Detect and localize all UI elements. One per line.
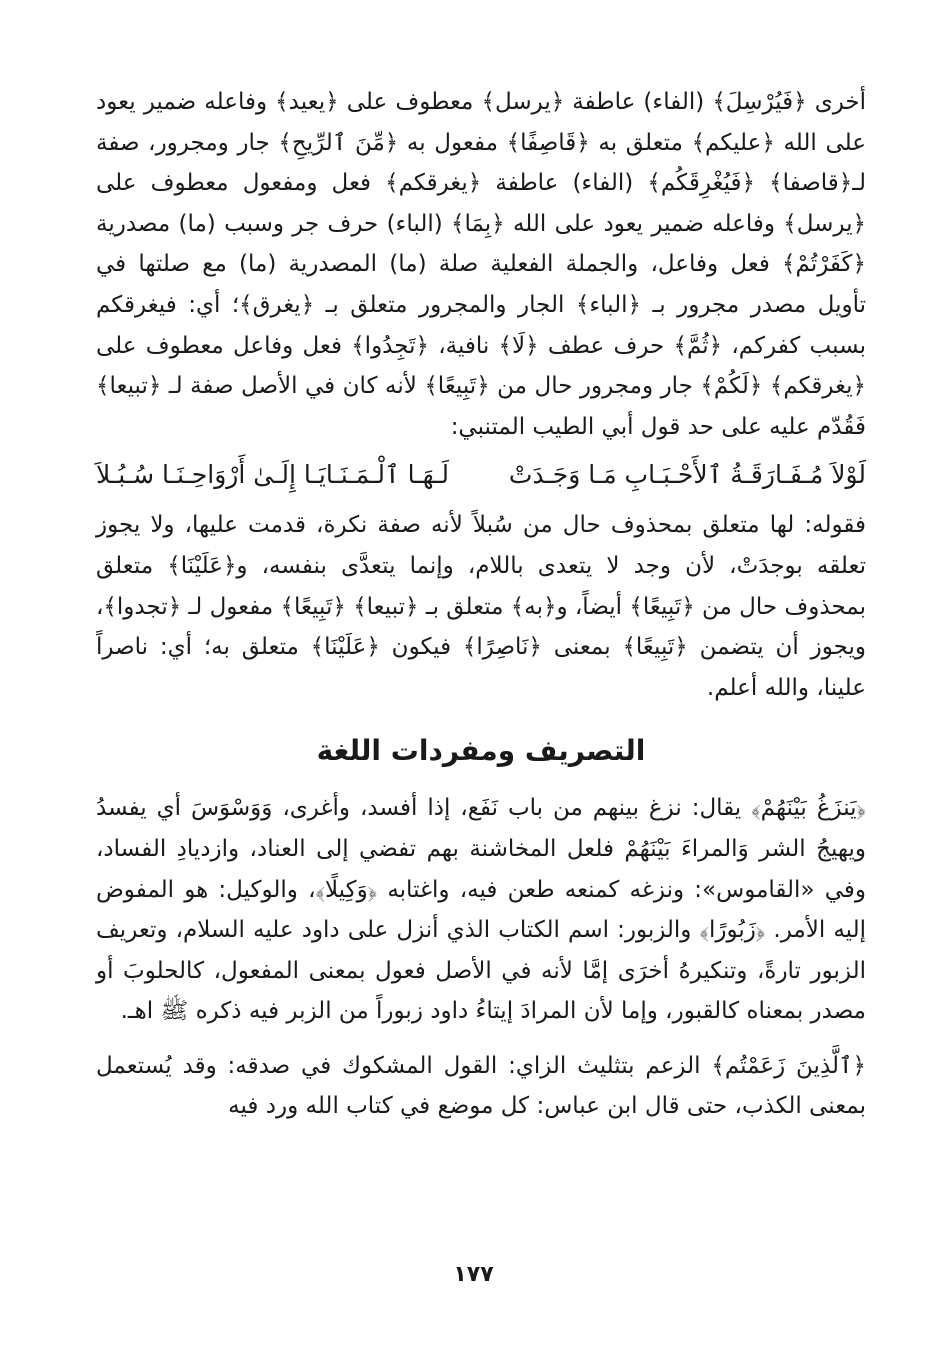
paragraph-verse-explanation: فقوله: لها متعلق بمحذوف حال من سُبلاً لأنه صفة نكرة، قدمت عليها، ولا يجوز تعلقه بوجدَتْ، لأن وجد لا يتعدى باللام، وإنما يتعدَّى بنفسه، و﴿عَلَيْنَا﴾ متعلق بمحذوف حال من ﴿تَبِيعًا﴾ أيضاً، و﴿به﴾ متعلق بـ ﴿تبيعا﴾ ﴿تَبِيعًا﴾ مفعول لـ ﴿تجدوا﴾، ويجوز أن يتضمن ﴿تَبِيعًا﴾ بمعنى ﴿نَاصِرًا﴾ فيكون ﴿عَلَيْنَا﴾ متعلق به؛ أي: ناصراً علينا، والله أعلم. (96, 512, 866, 701)
poetry-verse (96, 453, 866, 497)
paragraph-grammar-analysis: أخرى ﴿فَيُرْسِلَ﴾ (الفاء) عاطفة ﴿يرسل﴾ معطوف على ﴿يعيد﴾ وفاعله ضمير يعود على الله ﴿عليكم﴾ متعلق به ﴿قَاصِفًا﴾ مفعول به ﴿مِّنَ ٱلرِّيحِ﴾ جار ومجرور، صفة لـ﴿قاصفا﴾ ﴿فَيُغْرِقَكُم﴾ (الفاء) عاطفة ﴿يغرقكم﴾ فعل ومفعول معطوف على ﴿يرسل﴾ وفاعله ضمير يعود على الله ﴿بِمَا﴾ (الباء) حرف جر وسبب (ما) مصدرية ﴿كَفَرْتُمْ﴾ فعل وفاعل، والجملة الفعلية صلة (ما) المصدرية (ما) مع صلتها في تأويل مصدر مجرور بـ ﴿الباء﴾ الجار والمجرور متعلق بـ ﴿يغرق﴾؛ أي: فيغرقكم بسبب كفركم، ﴿ثُمَّ﴾ حرف عطف ﴿لَا﴾ نافية، ﴿تَجِدُوا﴾ فعل وفاعل معطوف على ﴿يغرقكم﴾ ﴿لَكُمْ﴾ جار ومجرور حال من ﴿تَبِيعًا﴾ لأنه كان في الأصل صفة لـ ﴿تبيعا﴾ فَقُدّم عليه على حد قول أبي الطيب المتنبي: (96, 89, 866, 440)
page-number: ١٧٧ (453, 1262, 494, 1287)
paragraph-vocabulary-yanzagh: ﴿يَنزَغُ بَيْنَهُمْ﴾ يقال: نزغ بينهم من باب نَفَع، إذا أفسد، وأغرى، وَوَسْوَسَ أي يفسدُ ويهيجُ الشر وَالمراءَ بَيْنَهُمْ فلعل المخاشنة بهم تفضي إلى العناد، وازديادِ الفساد، وفي «القاموس»: ونزغه كمنعه طعن فيه، واغتابه ﴿وَكِيلًا﴾، والوكيل: هو المفوض إليه الأمر. ﴿زَبُورًا﴾ والزبور: اسم الكتاب الذي أنزل على داود عليه السلام، وتعريف الزبور تارةً، وتنكيرهُ أخرَى إمَّا لأنه في الأصل فعول بمعنى المفعول، كالحلوبَ أو مصدر بمعناه كالقبور، وإما لأن المرادَ إيتاءُ داود زبوراً من الزبر فيه ذكره ﷺ اهـ. (96, 795, 866, 1025)
paragraph-gap (96, 1032, 866, 1046)
paragraph-vocabulary-zaamtum: ﴿ٱلَّذِينَ زَعَمْتُم﴾ الزعم بتثليث الزاي: القول المشكوك في صدقه: وقد يُستعمل بمعنى الكذب، حتى قال ابن عباس: كل موضع في كتاب الله ورد فيه (96, 1052, 866, 1120)
section-title: التصريف ومفردات اللغة (316, 734, 646, 768)
verse-right-hemistich: لَوْلاَ مُـفَـارَقَـةُ ٱلأَحْـبَـابِ مَـا وَجَـدَتْ (508, 460, 866, 490)
verse-left-hemistich: لَـهَـا ٱلْـمَـنَـايَـا إِلَـىٰ أَرْوَاحِـنَـا سُـبُـلاَ (96, 460, 450, 490)
page-body (96, 82, 866, 1127)
